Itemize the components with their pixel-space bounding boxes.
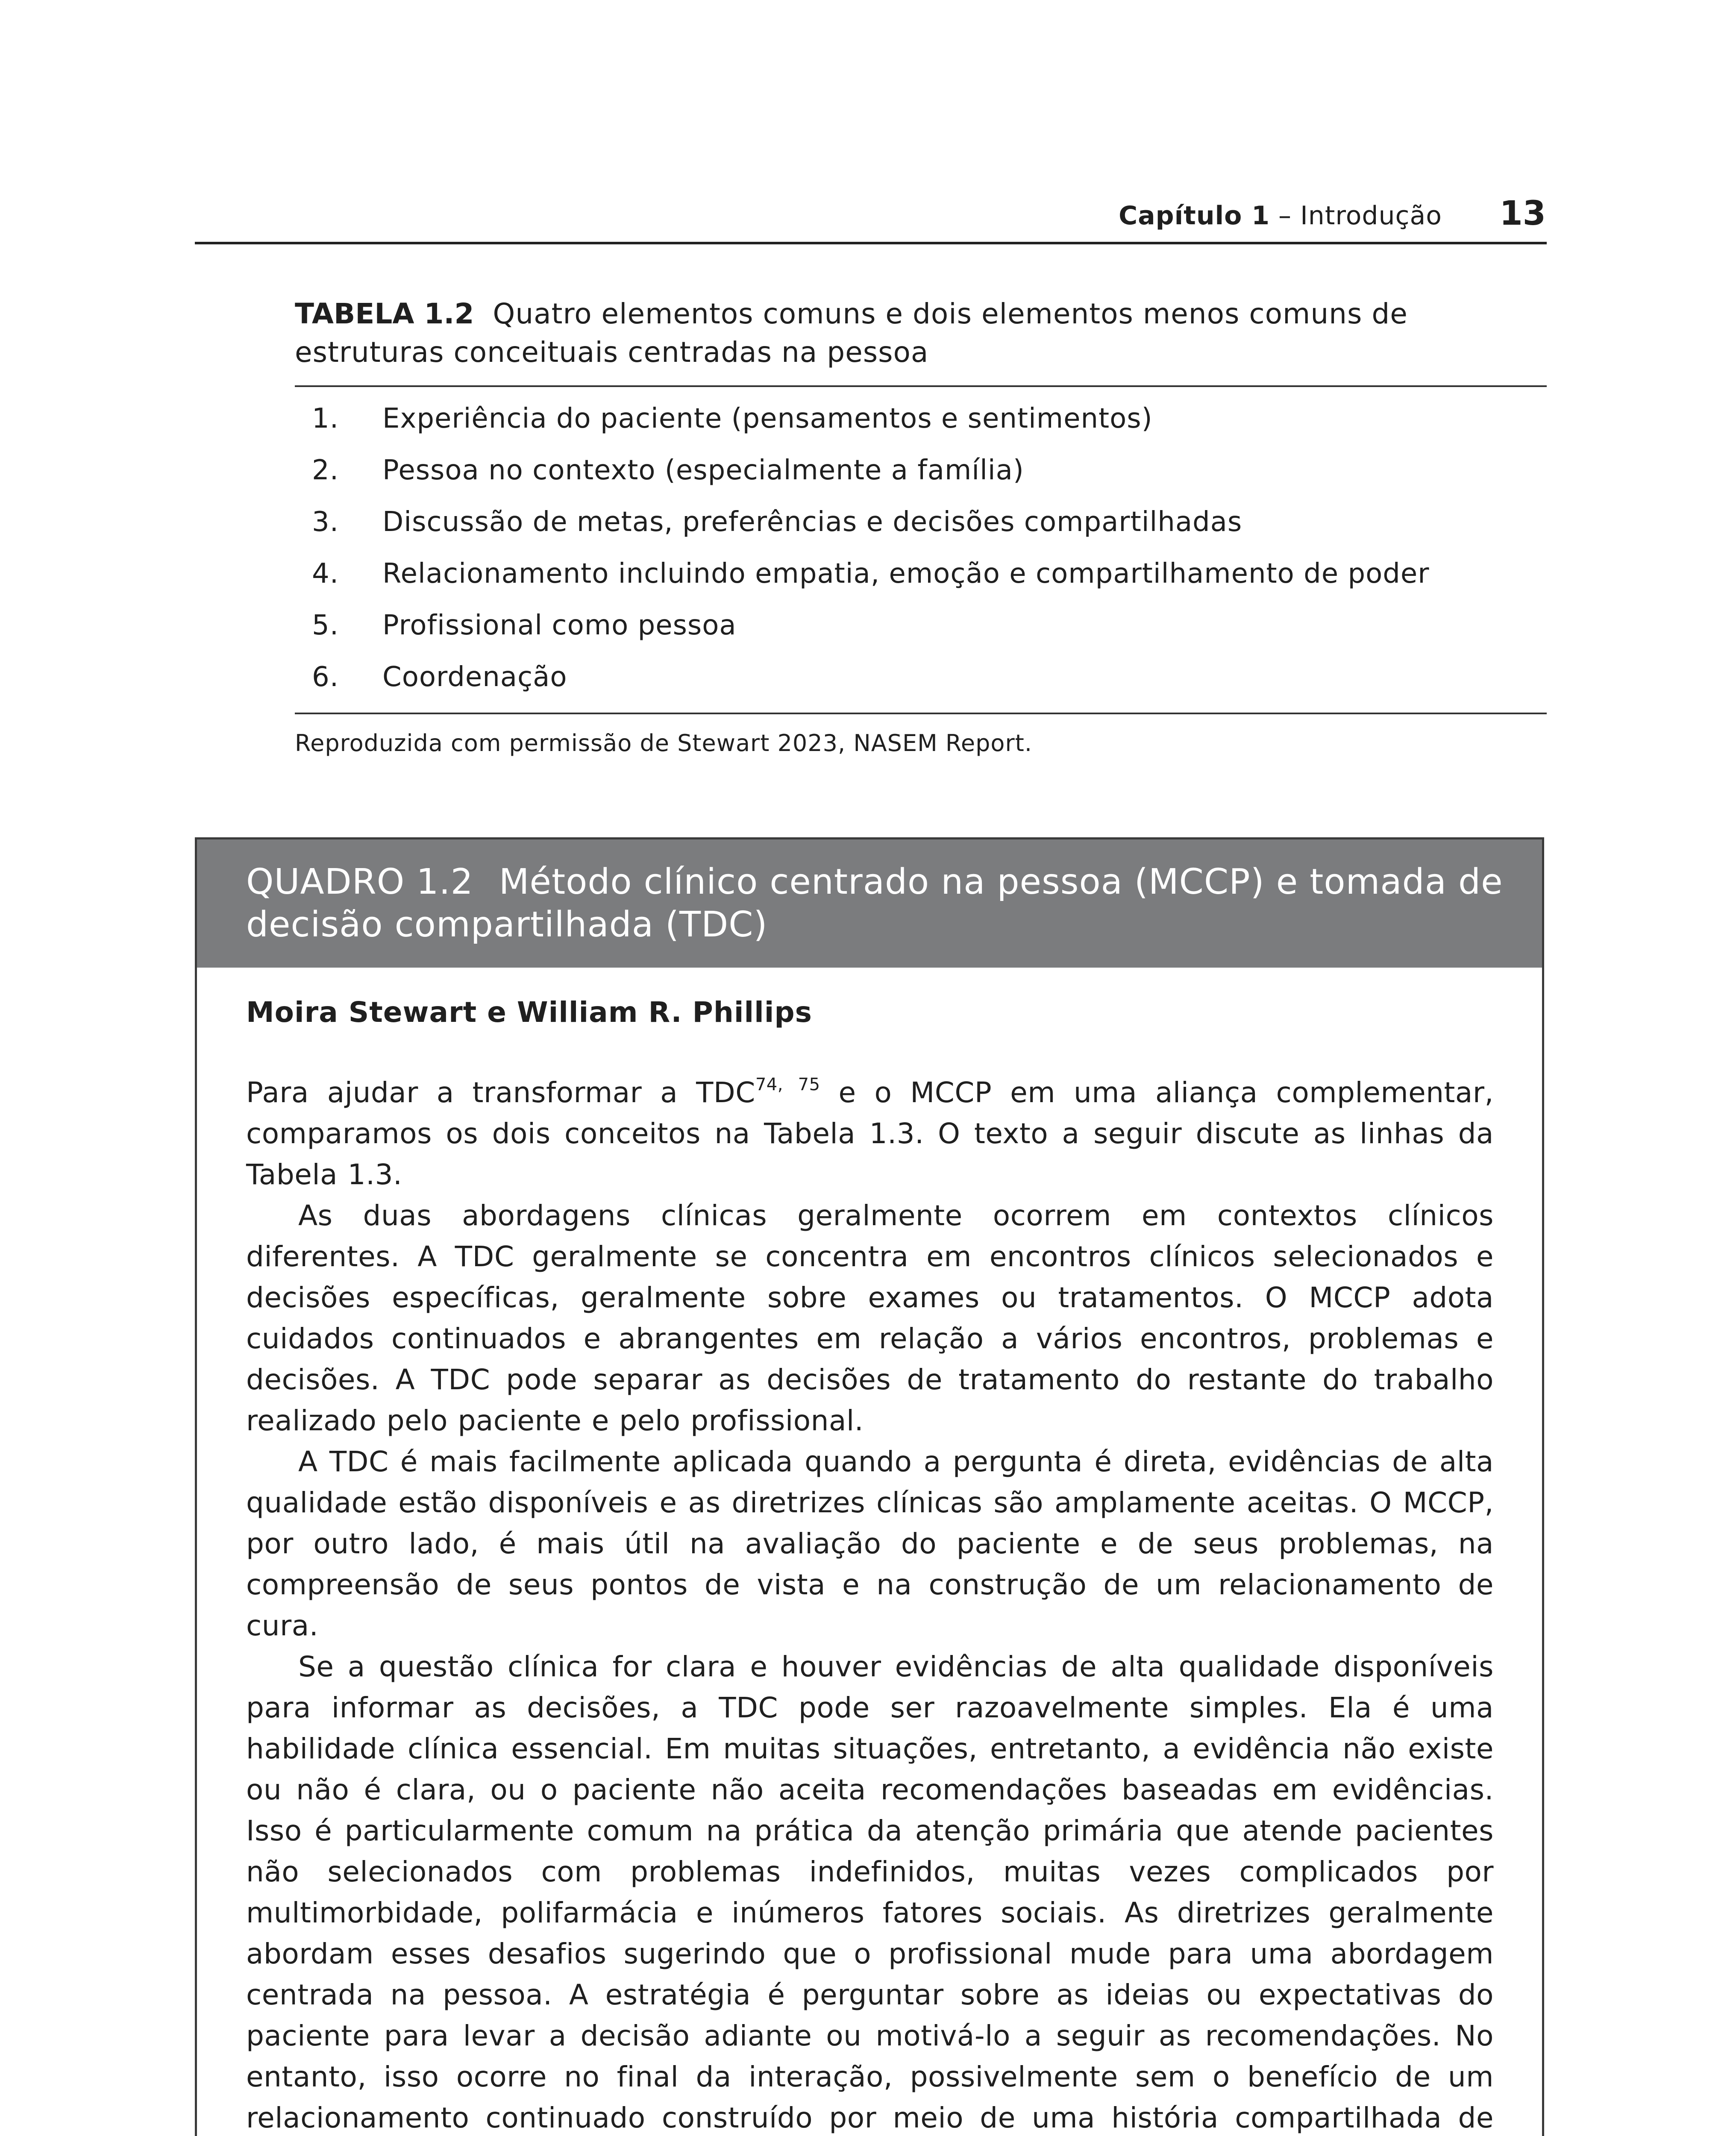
paragraph: A TDC é mais facilmente aplicada quando a pergunta é direta, evidências de alta qualidade estão disponíveis e as diretrizes clínicas são amplamente aceitas. O MCCP, por outro lado, é mais útil na avaliação do paciente e de seus problemas, na compreensão de seus pontos de vista e na construção de um relacionamento de cura. <box>246 1445 1494 1642</box>
table-source-note: Reproduzida com permissão de Stewart 2023, NASEM Report. <box>295 730 1032 757</box>
list-item <box>295 606 1547 658</box>
table-top-rule <box>295 385 1547 387</box>
box-title <box>246 861 1507 946</box>
chapter-number: Capítulo 1 <box>1119 201 1270 231</box>
header-rule <box>195 242 1547 244</box>
item-text: Relacionamento incluindo empatia, emoção e compartilhamento de poder <box>382 558 1430 590</box>
list-item <box>295 658 1547 710</box>
list-item <box>295 399 1547 451</box>
item-text: Experiência do paciente (pensamentos e sentimentos) <box>382 403 1153 434</box>
page-number: 13 <box>1499 194 1546 233</box>
citation-superscript: 74, 75 <box>755 1075 820 1094</box>
list-item <box>295 555 1547 606</box>
item-text: Profissional como pessoa <box>382 610 737 641</box>
paragraph <box>246 1072 1494 1195</box>
chapter-title <box>1119 201 1442 231</box>
paragraph-text: e o MCCP em uma aliança complementar, comparamos os dois conceitos na Tabela 1.3. O texto a seguir discute as linhas da Tabela 1.3. <box>246 1076 1494 1191</box>
table-list <box>295 399 1547 710</box>
list-item <box>295 451 1547 503</box>
box-body <box>246 1072 1494 2136</box>
item-text: Discussão de metas, preferências e decisões compartilhadas <box>382 506 1243 538</box>
table-label: TABELA 1.2 <box>295 297 474 330</box>
table-title: Quatro elementos comuns e dois elementos menos comuns de estruturas conceituais centradas na pessoa <box>295 297 1408 369</box>
paragraph: As duas abordagens clínicas geralmente ocorrem em contextos clínicos diferentes. A TDC geralmente se concentra em encontros clínicos selecionados e decisões específicas, geralmente sobre exames ou tratamentos. O MCCP adota cuidados continuados e abrangentes em relação a vários encontros, problemas e decisões. A TDC pode separar as decisões de tratamento do restante do trabalho realizado pelo paciente e pelo profissional. <box>246 1199 1494 1437</box>
table-caption <box>295 295 1534 372</box>
paragraph: Se a questão clínica for clara e houver evidências de alta qualidade disponíveis para informar as decisões, a TDC pode ser razoavelmente simples. Ela é uma habilidade clínica essencial. Em muitas situações, entretanto, a evidência não existe ou não é clara, ou o paciente não aceita recomendações baseadas em evidências. Isso é particularmente comum na prática da atenção primária que atende pacientes não selecionados com problemas indefinidos, muitas vezes complicados por multimorbidade, polifarmácia e inúmeros fatores sociais. As diretrizes geralmente abordam esses desafios sugerindo que o profissional mude para uma abordagem centrada na pessoa. A estratégia é perguntar sobre as ideias ou expectativas do paciente para levar a decisão adiante ou motivá-lo a seguir as recomendações. No entanto, isso ocorre no final da interação, possivelmente sem o benefício de um relacionamento continuado construído por meio de uma história compartilhada de <box>246 1650 1494 2134</box>
item-number: 3. <box>312 506 339 538</box>
paragraph-text: Para ajudar a transformar a TDC <box>246 1076 755 1109</box>
box-authors: Moira Stewart e William R. Phillips <box>246 996 812 1029</box>
item-number: 5. <box>312 610 339 641</box>
item-number: 6. <box>312 661 339 693</box>
item-text: Coordenação <box>382 661 567 693</box>
box-header <box>197 839 1542 968</box>
box-title-text: Método clínico centrado na pessoa (MCCP) e tomada de decisão compartilhada (TDC) <box>246 862 1503 945</box>
item-number: 4. <box>312 558 339 590</box>
table-bottom-rule <box>295 713 1547 714</box>
box-label: QUADRO 1.2 <box>246 862 473 902</box>
chapter-name: – Introdução <box>1269 201 1442 231</box>
item-text: Pessoa no contexto (especialmente a família) <box>382 455 1024 486</box>
running-header <box>195 194 1547 241</box>
list-item <box>295 503 1547 555</box>
item-number: 1. <box>312 403 339 434</box>
item-number: 2. <box>312 455 339 486</box>
